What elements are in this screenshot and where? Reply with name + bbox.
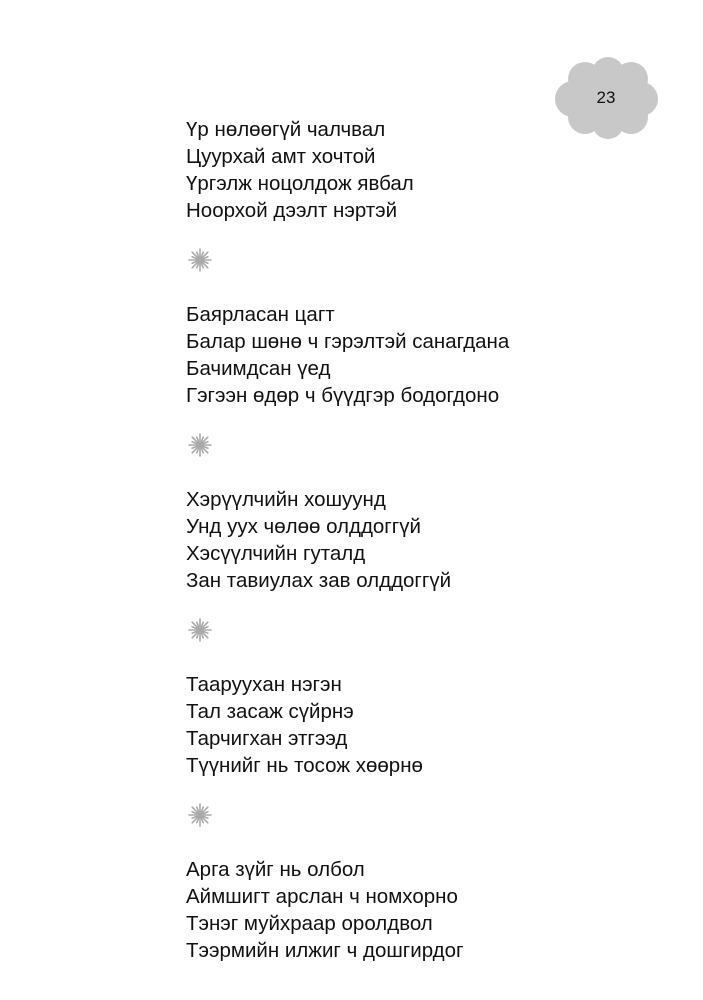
stanza-separator (186, 617, 666, 656)
poem-line: Таарууxан нэгэн (186, 673, 342, 696)
poem (186, 116, 666, 964)
poem-line: Тарчигхан этгээд (186, 727, 348, 750)
stanza-separator (186, 247, 666, 286)
asterisk-burst-icon (187, 432, 213, 458)
asterisk-burst-icon (187, 247, 213, 273)
stanza-3 (186, 486, 666, 594)
poem-line: Гэгээн өдөр ч бүүдгэр бодогдоно (186, 384, 500, 407)
poem-line: Зан тавиулах зав олддоггүй (186, 569, 452, 592)
stanza-separator (186, 432, 666, 471)
poem-line: Ноорхой дээлт нэртэй (186, 199, 398, 222)
poem-line: Цуурхай амт хочтой (186, 145, 376, 168)
page-number: 23 (596, 88, 616, 107)
stanza-separator (186, 802, 666, 841)
poem-line: Тээрмийн илжиг ч дошгирдог (186, 939, 464, 962)
poem-line: Балар шөнө ч гэрэлтэй санагдана (186, 330, 510, 353)
poem-line: Унд уух чөлөө олддоггүй (186, 515, 421, 538)
poem-line: Түүнийг нь тосож хөөрнө (186, 754, 423, 777)
asterisk-burst-icon (187, 802, 213, 828)
poem-line: Бачимдсан үед (186, 357, 331, 380)
stanza-1 (186, 116, 666, 224)
poem-line: Аймшигт арслан ч номхорно (186, 885, 458, 908)
poem-line: Хэсүүлчийн гуталд (186, 542, 366, 565)
stanza-5 (186, 856, 666, 964)
poem-line: Хэрүүлчийн хошуунд (186, 488, 386, 511)
poem-line: Үргэлж ноцолдож явбал (186, 172, 414, 195)
poem-line: Тэнэг муйхраар оролдвол (186, 912, 433, 935)
asterisk-burst-icon (187, 617, 213, 643)
stanza-4 (186, 671, 666, 779)
poem-line: Арга зүйг нь олбол (186, 858, 365, 881)
poem-line: Тал засаж сүйрнэ (186, 700, 354, 723)
poem-line: Баярласан цагт (186, 303, 335, 326)
poem-line: Үр нөлөөгүй чалчвал (186, 118, 386, 141)
stanza-2 (186, 301, 666, 409)
